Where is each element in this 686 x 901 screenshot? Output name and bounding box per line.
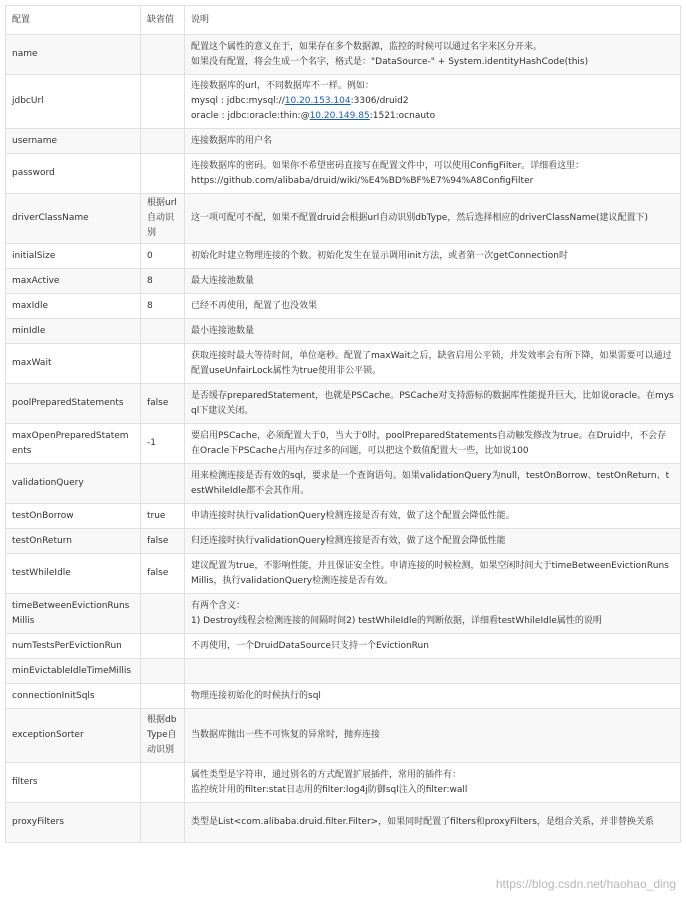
desc-line: 属性类型是字符串，通过别名的方式配置扩展插件，常用的插件有： — [191, 769, 462, 780]
watermark: https://blog.csdn.net/haohao_ding — [495, 877, 676, 891]
row-default — [141, 763, 185, 803]
desc-line — [191, 94, 674, 109]
table-row — [6, 384, 681, 424]
row-default: true — [141, 504, 185, 529]
table-row — [6, 154, 681, 194]
table-row — [6, 194, 681, 244]
desc-line: 监控统计用的filter:stat日志用的filter:log4j防御sql注入的filter:wall — [191, 784, 468, 795]
row-description — [185, 35, 681, 75]
druid-config-table — [5, 5, 681, 843]
desc-line — [191, 109, 674, 124]
header-config: 配置 — [6, 6, 141, 35]
table-row — [6, 803, 681, 843]
row-default: false — [141, 554, 185, 594]
row-name: password — [6, 154, 141, 194]
row-default — [141, 129, 185, 154]
row-name: connectionInitSqls — [6, 684, 141, 709]
desc-line: 配置这个属性的意义在于，如果存在多个数据源，监控的时候可以通过名字来区分开来。 — [191, 41, 543, 52]
row-description: 物理连接初始化的时候执行的sql — [185, 684, 681, 709]
row-name: maxIdle — [6, 294, 141, 319]
row-default: false — [141, 384, 185, 424]
row-name: initialSize — [6, 244, 141, 269]
table-row — [6, 464, 681, 504]
row-default — [141, 319, 185, 344]
row-name: driverClassName — [6, 194, 141, 244]
desc-line: https://github.com/alibaba/druid/wiki/%E4%BD%BF%E7%94%A8ConfigFilter — [191, 175, 534, 186]
table-row — [6, 659, 681, 684]
row-default: 8 — [141, 294, 185, 319]
row-name: minIdle — [6, 319, 141, 344]
row-description: 建议配置为true，不影响性能，并且保证安全性。申请连接的时候检测，如果空闲时间大于timeBetweenEvictionRunsMillis，执行validationQuery检测连接是否有效。 — [185, 554, 681, 594]
row-name: testWhileIdle — [6, 554, 141, 594]
row-name: testOnBorrow — [6, 504, 141, 529]
row-name: username — [6, 129, 141, 154]
row-default — [141, 35, 185, 75]
row-name: maxOpenPreparedStatements — [6, 424, 141, 464]
row-name: numTestsPerEvictionRun — [6, 634, 141, 659]
row-default: 0 — [141, 244, 185, 269]
row-name: name — [6, 35, 141, 75]
row-description: 要启用PSCache，必须配置大于0，当大于0时，poolPreparedStatements自动触发修改为true。在Druid中，不会存在Oracle下PSCache占用内存过多的问题，可以把这个数值配置大一些，比如说100 — [185, 424, 681, 464]
header-default: 缺省值 — [141, 6, 185, 35]
table-row — [6, 763, 681, 803]
header-description: 说明 — [185, 6, 681, 35]
table-row — [6, 424, 681, 464]
row-default — [141, 594, 185, 634]
row-description: 归还连接时执行validationQuery检测连接是否有效，做了这个配置会降低性能 — [185, 529, 681, 554]
table-row — [6, 294, 681, 319]
row-default — [141, 634, 185, 659]
url-prefix: mysql : jdbc:mysql:// — [191, 96, 285, 106]
row-description — [185, 75, 681, 129]
table-row — [6, 554, 681, 594]
table-row — [6, 684, 681, 709]
row-name: poolPreparedStatements — [6, 384, 141, 424]
row-description: 申请连接时执行validationQuery检测连接是否有效，做了这个配置会降低性能。 — [185, 504, 681, 529]
row-name: testOnReturn — [6, 529, 141, 554]
row-description: 是否缓存preparedStatement，也就是PSCache。PSCache对支持游标的数据库性能提升巨大，比如说oracle。在mysql下建议关闭。 — [185, 384, 681, 424]
row-name: proxyFilters — [6, 803, 141, 843]
row-description: 类型是List<com.alibaba.druid.filter.Filter>，如果同时配置了filters和proxyFilters，是组合关系，并非替换关系 — [185, 803, 681, 843]
row-name: minEvictableIdleTimeMillis — [6, 659, 141, 684]
table-row — [6, 594, 681, 634]
row-default: 8 — [141, 269, 185, 294]
row-default — [141, 75, 185, 129]
desc-line: 1) Destroy线程会检测连接的间隔时间2) testWhileIdle的判断依据，详细看testWhileIdle属性的说明 — [191, 615, 602, 626]
row-description: 连接数据库的用户名 — [185, 129, 681, 154]
row-description: 最小连接池数量 — [185, 319, 681, 344]
row-default: -1 — [141, 424, 185, 464]
row-description: 已经不再使用，配置了也没效果 — [185, 294, 681, 319]
url-suffix: :3306/druid2 — [350, 96, 409, 106]
desc-line: 如果没有配置，将会生成一个名字，格式是："DataSource-" + System.identityHashCode(this) — [191, 56, 589, 67]
url-suffix: :1521:ocnauto — [369, 111, 436, 121]
row-name: exceptionSorter — [6, 709, 141, 763]
row-default — [141, 684, 185, 709]
row-description: 当数据库抛出一些不可恢复的异常时，抛弃连接 — [185, 709, 681, 763]
row-description: 用来检测连接是否有效的sql，要求是一个查询语句。如果validationQuery为null，testOnBorrow、testOnReturn、testWhileIdle都不会其作用。 — [185, 464, 681, 504]
row-default — [141, 154, 185, 194]
table-header-row — [6, 6, 681, 35]
ip-link[interactable]: 10.20.153.104 — [284, 96, 351, 106]
row-name: timeBetweenEvictionRunsMillis — [6, 594, 141, 634]
table-row — [6, 75, 681, 129]
row-default — [141, 464, 185, 504]
ip-link[interactable]: 10.20.149.85 — [309, 111, 370, 121]
row-description: 这一项可配可不配，如果不配置druid会根据url自动识别dbType，然后选择相应的driverClassName(建议配置下) — [185, 194, 681, 244]
row-default — [141, 803, 185, 843]
config-table-wrapper — [5, 5, 681, 843]
row-name: filters — [6, 763, 141, 803]
row-name: maxActive — [6, 269, 141, 294]
row-name: validationQuery — [6, 464, 141, 504]
row-default: 根据dbType自动识别 — [141, 709, 185, 763]
row-default — [141, 659, 185, 684]
row-description — [185, 659, 681, 684]
desc-line: 有两个含义： — [191, 600, 246, 611]
table-row — [6, 319, 681, 344]
desc-line: 连接数据库的密码。如果你不希望密码直接写在配置文件中，可以使用ConfigFilter。详细看这里： — [191, 160, 585, 171]
row-description: 不再使用，一个DruidDataSource只支持一个EvictionRun — [185, 634, 681, 659]
desc-line: 连接数据库的url，不同数据库不一样。例如： — [191, 81, 374, 91]
row-default — [141, 344, 185, 384]
url-prefix: oracle : jdbc:oracle:thin:@ — [191, 111, 310, 121]
table-row — [6, 709, 681, 763]
row-description: 初始化时建立物理连接的个数。初始化发生在显示调用init方法，或者第一次getConnection时 — [185, 244, 681, 269]
row-default: 根据url自动识别 — [141, 194, 185, 244]
table-row — [6, 269, 681, 294]
row-name: maxWait — [6, 344, 141, 384]
row-description — [185, 594, 681, 634]
table-row — [6, 129, 681, 154]
row-description — [185, 154, 681, 194]
row-name: jdbcUrl — [6, 75, 141, 129]
row-description — [185, 763, 681, 803]
table-row — [6, 344, 681, 384]
row-default: false — [141, 529, 185, 554]
row-description: 获取连接时最大等待时间，单位毫秒。配置了maxWait之后，缺省启用公平锁，并发效率会有所下降，如果需要可以通过配置useUnfairLock属性为true使用非公平锁。 — [185, 344, 681, 384]
table-row — [6, 529, 681, 554]
table-row — [6, 35, 681, 75]
row-description: 最大连接池数量 — [185, 269, 681, 294]
table-row — [6, 504, 681, 529]
table-row — [6, 244, 681, 269]
table-row — [6, 634, 681, 659]
